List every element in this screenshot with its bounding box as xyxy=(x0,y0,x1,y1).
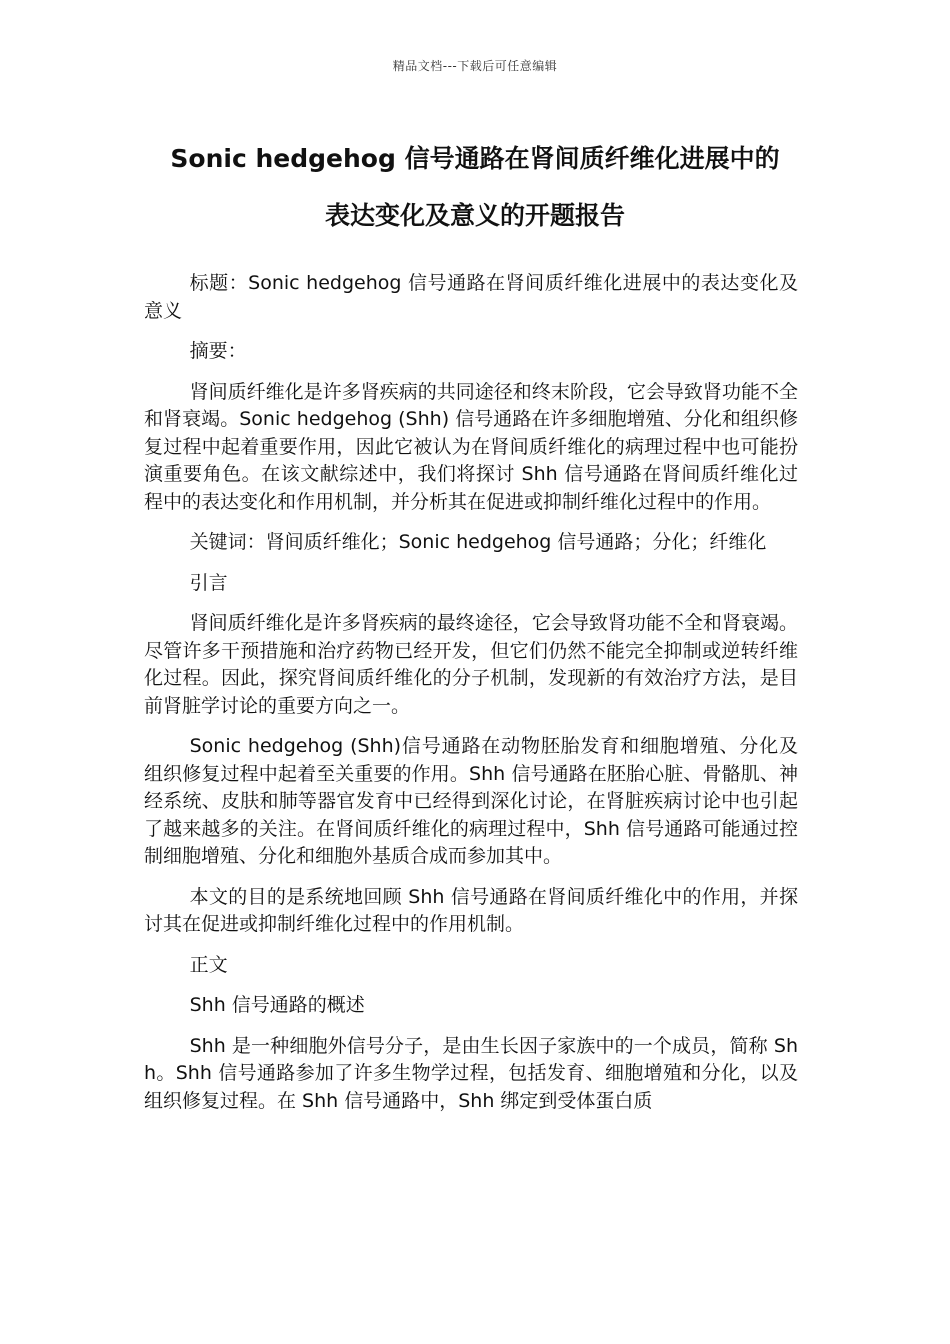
title-line-2: 表达变化及意义的开题报告 xyxy=(324,201,625,230)
introduction-paragraph-2: Sonic hedgehog (Shh)信号通路在动物胚胎发育和细胞增殖、分化及组织修复过程中起着至关重要的作用。Shh 信号通路在胚胎心脏、骨骼肌、神经系统、皮肤和肺等器官发育中已经得到深化讨论，在肾脏疾病讨论中也引起了越来越多的关注。在肾间质纤维化的病理过程中，Shh 信号通路可能通过控制细胞增殖、分化和细胞外基质合成而参加其中。 xyxy=(144,735,798,867)
abstract-heading: 摘要： xyxy=(189,340,247,362)
section-heading-shh-overview: Shh 信号通路的概述 xyxy=(189,994,365,1016)
title-statement: 标题：Sonic hedgehog 信号通路在肾间质纤维化进展中的表达变化及意义 xyxy=(144,272,798,322)
shh-overview-paragraph: Shh 是一种细胞外信号分子，是由生长因子家族中的一个成员，简称 Shh。Shh 信号通路参加了许多生物学过程，包括发育、细胞增殖和分化，以及组织修复过程。在 Shh 信号通路中，Shh 绑定到受体蛋白质 xyxy=(144,1034,798,1112)
introduction-heading: 引言 xyxy=(189,571,228,594)
document-title xyxy=(120,130,830,244)
title-line-1: Sonic hedgehog 信号通路在肾间质纤维化进展中的 xyxy=(170,144,780,173)
header-note: 精品文档---下载后可任意编辑 xyxy=(392,59,558,73)
abstract-paragraph: 肾间质纤维化是许多肾疾病的共同途径和终末阶段，它会导致肾功能不全和肾衰竭。Sonic hedgehog (Shh) 信号通路在许多细胞增殖、分化和组织修复过程中起着重要作用，因此它被认为在肾间质纤维化的病理过程中也可能扮演重要角色。在该文献综述中，我们将探讨 Shh 信号通路在肾间质纤维化过程中的表达变化和作用机制，并分析其在促进或抑制纤维化过程中的作用。 xyxy=(144,380,798,513)
main-text-heading: 正文 xyxy=(189,953,228,976)
document-body xyxy=(144,270,798,1128)
introduction-paragraph-1: 肾间质纤维化是许多肾疾病的最终途径，它会导致肾功能不全和肾衰竭。尽管许多干预措施和治疗药物已经开发，但它们仍然不能完全抑制或逆转纤维化过程。因此，探究肾间质纤维化的分子机制，发现新的有效治疗方法，是目前肾脏学讨论的重要方向之一。 xyxy=(144,612,798,717)
keywords-paragraph: 关键词：肾间质纤维化；Sonic hedgehog 信号通路；分化；纤维化 xyxy=(189,531,767,553)
introduction-paragraph-3: 本文的目的是系统地回顾 Shh 信号通路在肾间质纤维化中的作用，并探讨其在促进或抑制纤维化过程中的作用机制。 xyxy=(144,885,798,935)
